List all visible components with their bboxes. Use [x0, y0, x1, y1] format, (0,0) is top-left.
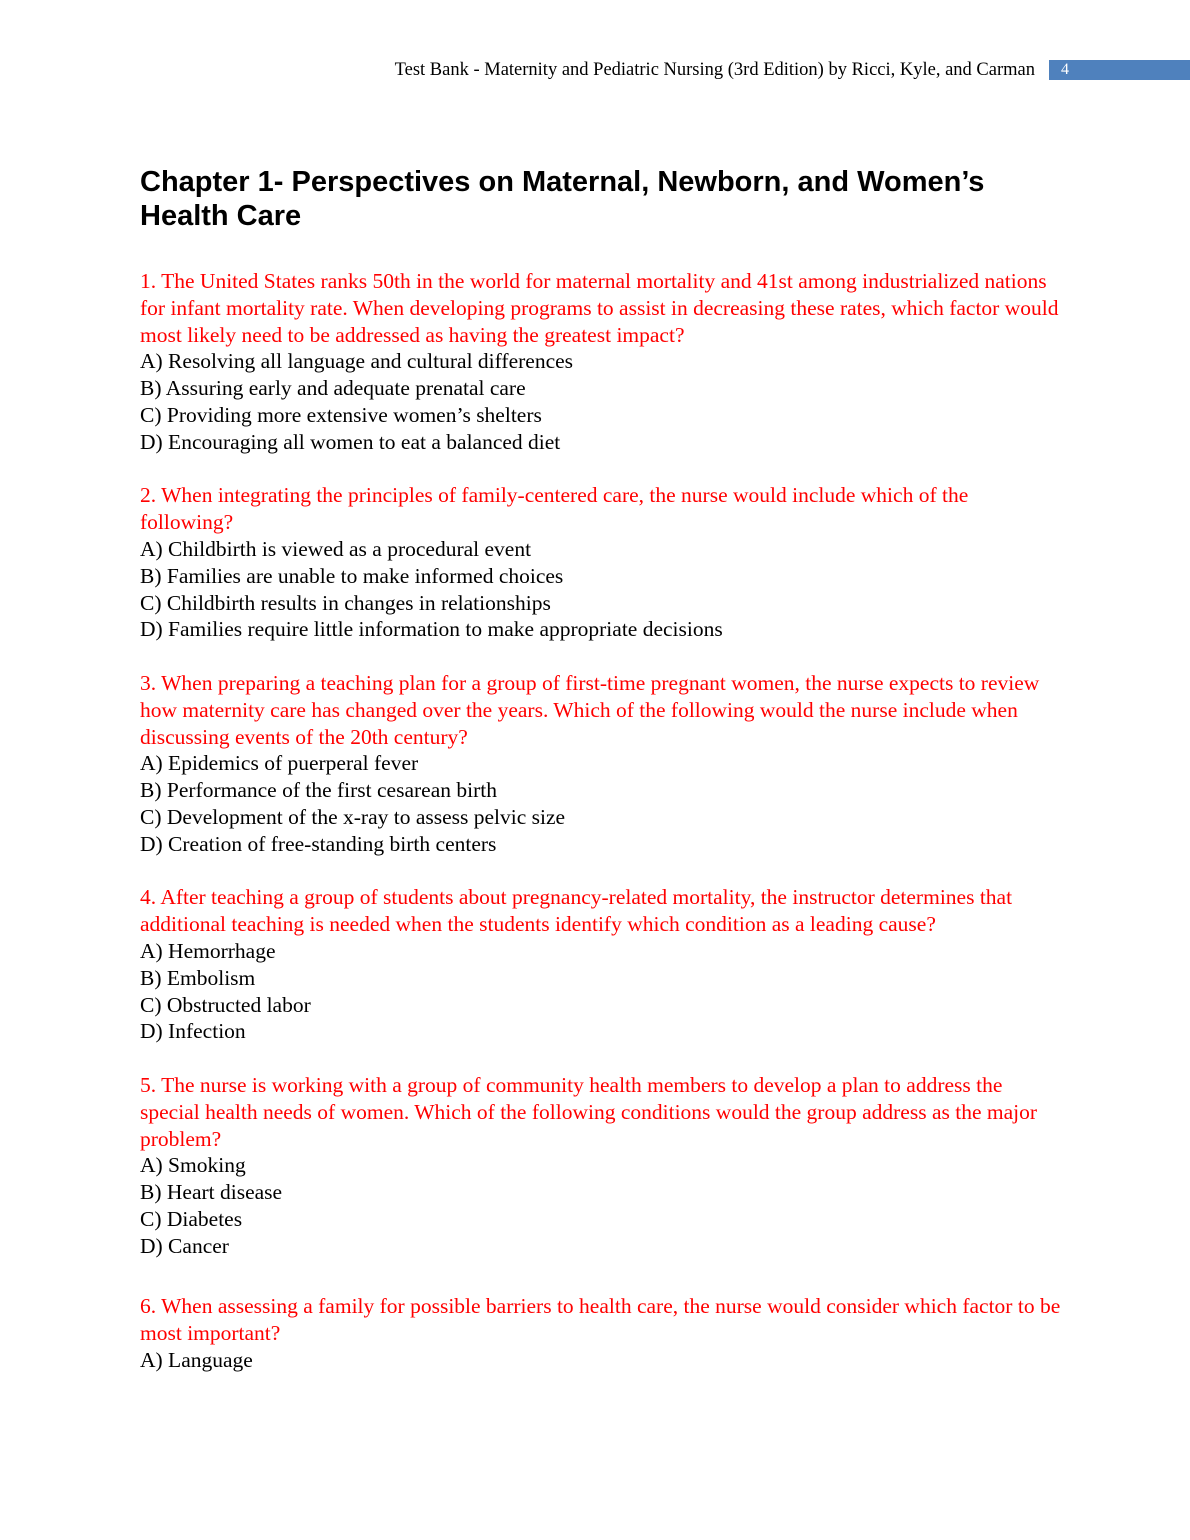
answer-option: B) Heart disease — [140, 1180, 283, 1205]
answer-option: A) Resolving all language and cultural differences — [140, 349, 574, 374]
answer-option: A) Childbirth is viewed as a procedural event — [140, 536, 532, 561]
question-stem: 1. The United States ranks 50th in the world for maternal mortality and 41st among industrialized nations for infant mortality rate. When developing programs to assist in decreasing these rates, which factor would most likely need to be addressed as having the greatest impact? — [140, 269, 1059, 347]
page-header — [0, 58, 1190, 82]
answer-option: D) Infection — [140, 1019, 246, 1044]
answer-option: B) Families are unable to make informed choices — [140, 563, 564, 588]
answer-option: B) Assuring early and adequate prenatal care — [140, 376, 526, 401]
question-stem: 3. When preparing a teaching plan for a group of first-time pregnant women, the nurse expects to review how maternity care has changed over the years. Which of the following would the nurse include when discussing events of the 20th century? — [140, 670, 1040, 749]
answer-option: B) Performance of the first cesarean birth — [140, 778, 497, 803]
answer-option: A) Language — [140, 1348, 253, 1373]
answer-option: D) Creation of free-standing birth centers — [140, 831, 497, 856]
question-stem: 5. The nurse is working with a group of community health members to develop a plan to address the special health needs of women. Which of the following conditions would the group address as the major problem? — [140, 1072, 1038, 1151]
chapter-title: Chapter 1- Perspectives on Maternal, Newborn, and Women’s Health Care — [140, 166, 985, 232]
question-4 — [140, 884, 1065, 1045]
answer-option: D) Families require little information to make appropriate decisions — [140, 617, 723, 642]
page-number: 4 — [1061, 61, 1069, 78]
answer-option: C) Diabetes — [140, 1206, 243, 1231]
answer-option: C) Development of the x-ray to assess pelvic size — [140, 804, 566, 829]
page-number-badge — [1049, 60, 1190, 80]
answer-option: D) Encouraging all women to eat a balanced diet — [140, 429, 561, 454]
answer-option: A) Epidemics of puerperal fever — [140, 751, 419, 776]
answer-option: A) Hemorrhage — [140, 938, 276, 963]
header-title: Test Bank - Maternity and Pediatric Nursing (3rd Edition) by Ricci, Kyle, and Carman — [394, 60, 1035, 80]
answer-option: A) Smoking — [140, 1153, 246, 1178]
question-stem: 4. After teaching a group of students about pregnancy-related mortality, the instructor determines that additional teaching is needed when the students identify which condition as a leading cause? — [140, 885, 1013, 937]
question-stem: 6. When assessing a family for possible barriers to health care, the nurse would consider which factor to be most important? — [140, 1294, 1061, 1346]
question-1 — [140, 268, 1065, 456]
answer-option: B) Embolism — [140, 965, 256, 990]
question-3 — [140, 670, 1065, 858]
question-stem: 2. When integrating the principles of family-centered care, the nurse would include which of the following? — [140, 483, 969, 535]
answer-option: C) Childbirth results in changes in relationships — [140, 590, 551, 615]
answer-option: C) Obstructed labor — [140, 992, 311, 1017]
question-5 — [140, 1072, 1065, 1260]
question-2 — [140, 482, 1065, 643]
answer-option: C) Providing more extensive women’s shelters — [140, 402, 542, 427]
question-list — [140, 268, 1065, 1401]
question-6 — [140, 1293, 1065, 1373]
answer-option: D) Cancer — [140, 1233, 229, 1258]
